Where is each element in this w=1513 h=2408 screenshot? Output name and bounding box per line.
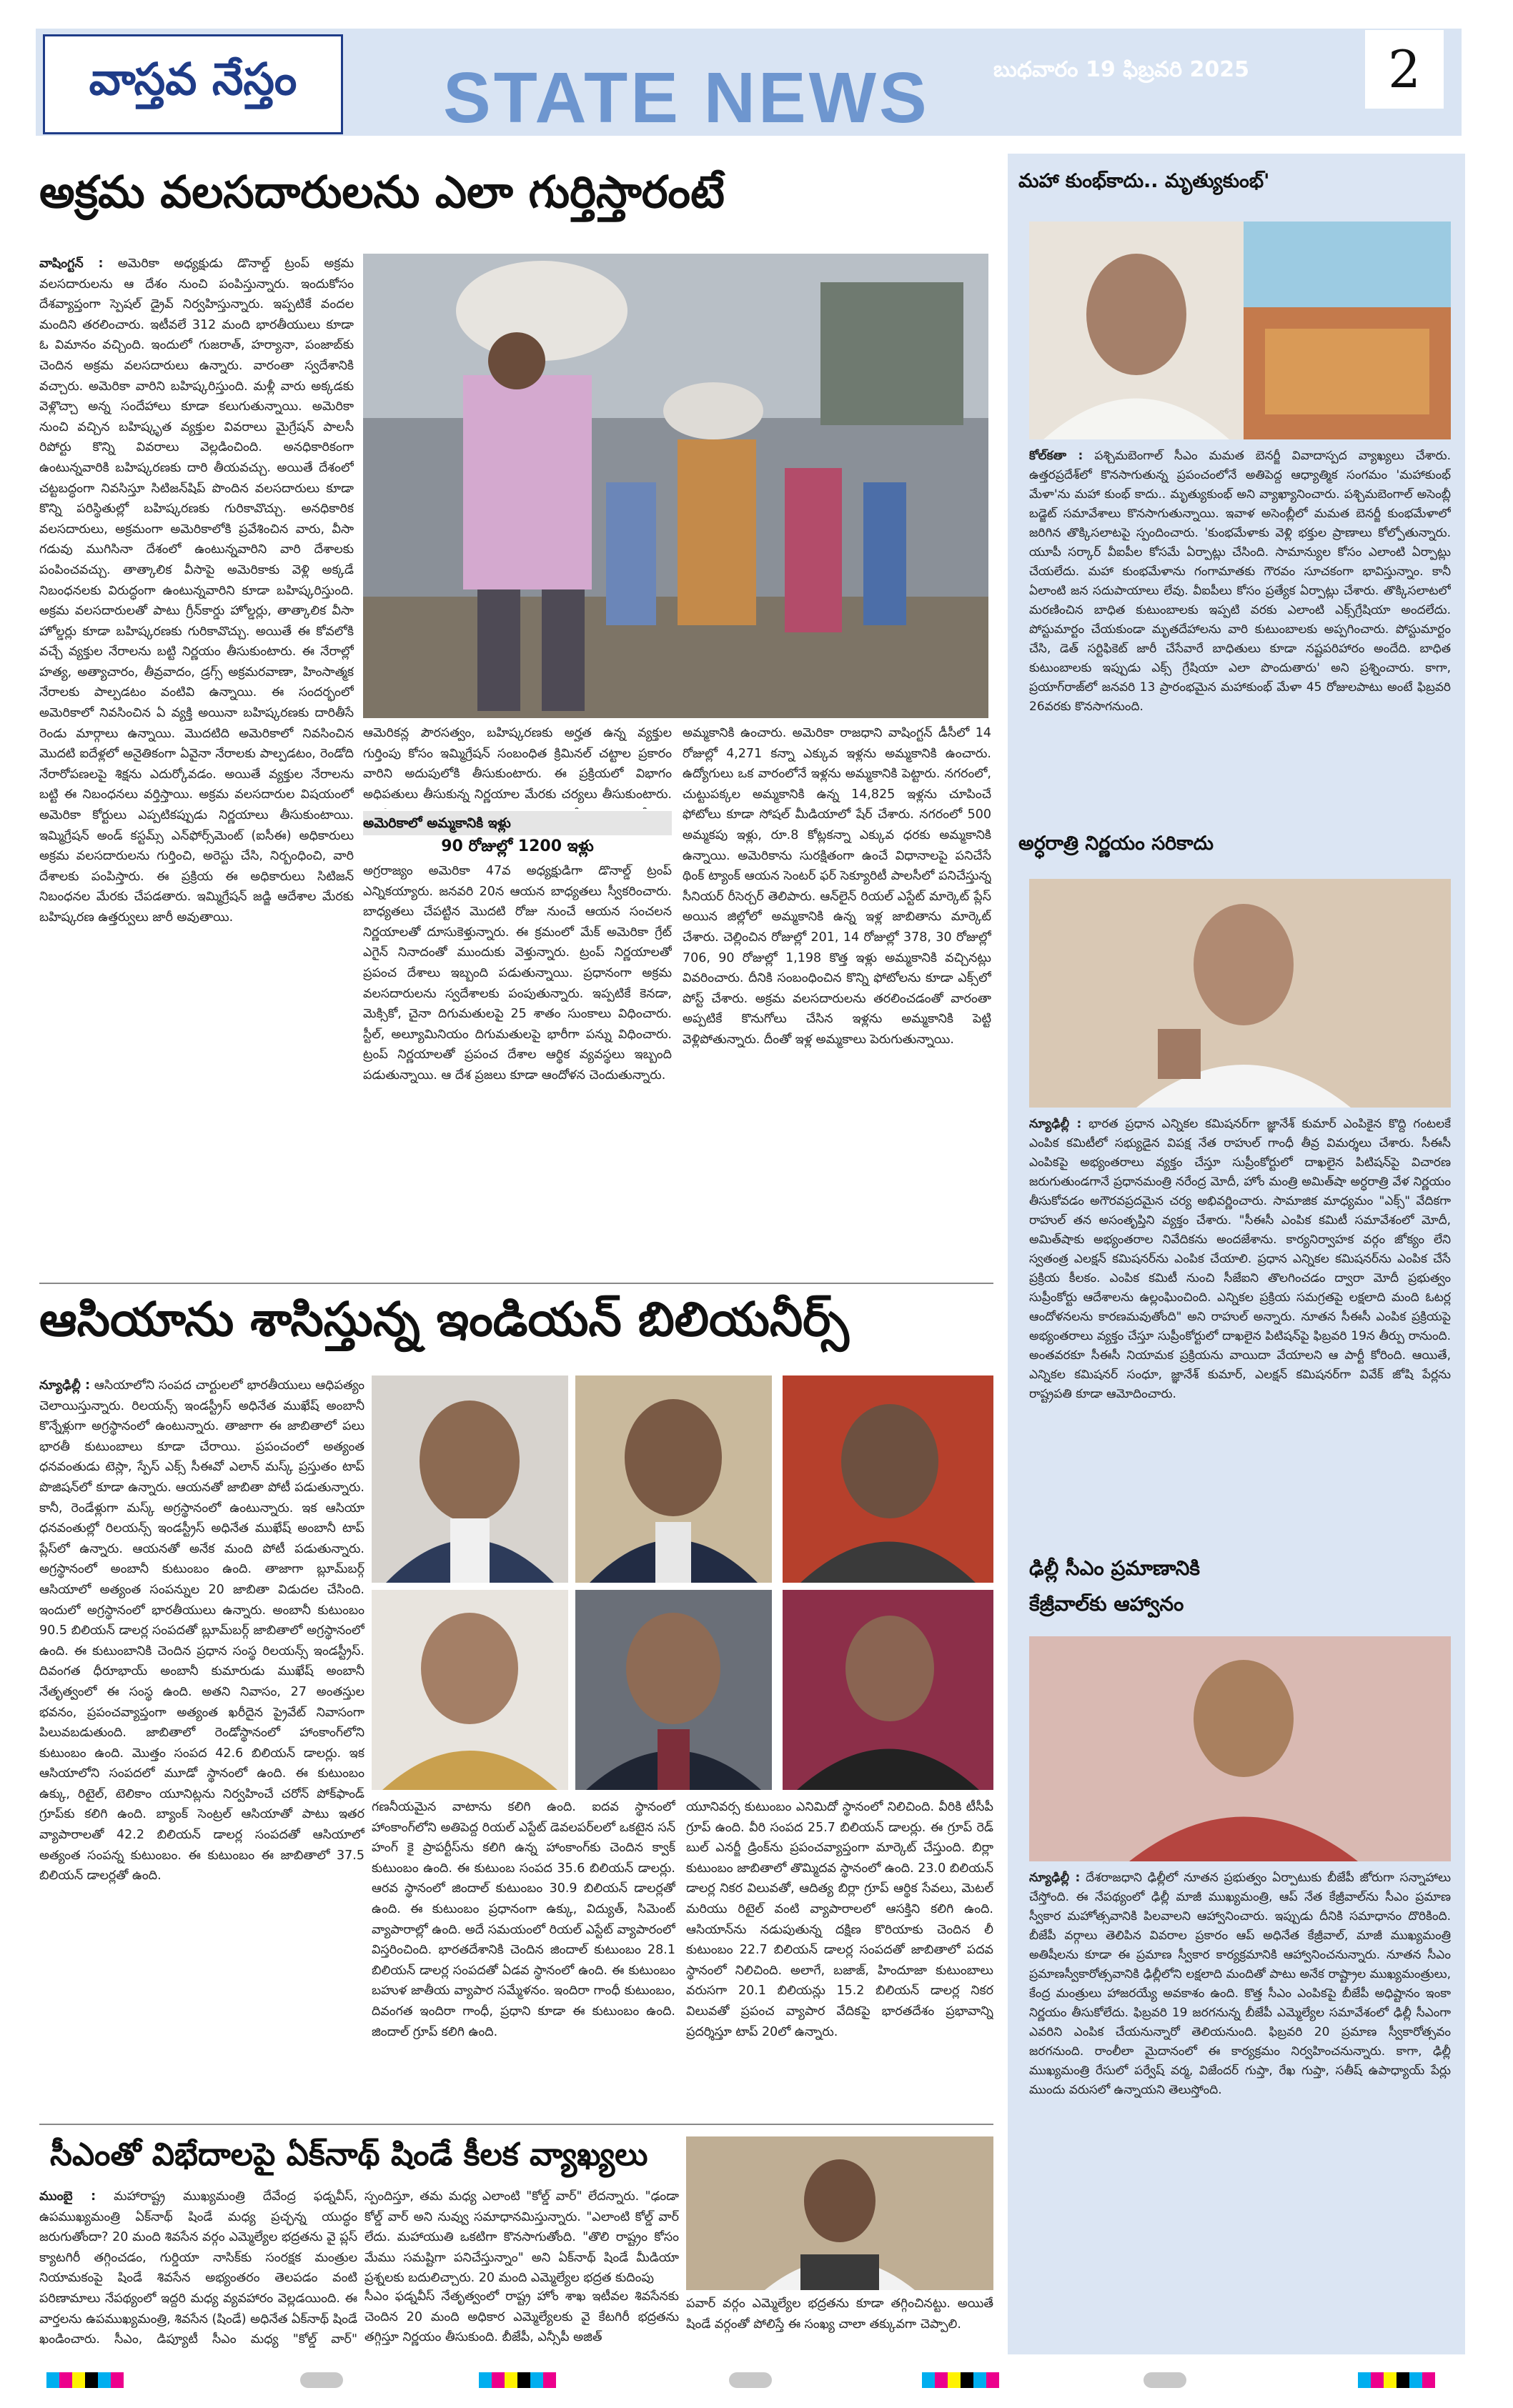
side1-dateline: కోల్‌కతా : xyxy=(1029,449,1083,463)
side3-body xyxy=(1029,1869,1451,2354)
side3-dateline: న్యూఢిల్లీ : xyxy=(1029,1871,1081,1885)
article3-col3: పవార్ వర్గం ఎమ్మెల్యేల భద్రతను కూడా తగ్గించినట్టు. అయితే షిండే వర్గంతో పోలిస్తే ఈ సంఖ్య చాలా తక్కువగా చెప్పాలి. xyxy=(686,2297,993,2332)
color-registration-bar xyxy=(922,2372,999,2388)
article2-col1 xyxy=(39,1375,364,2115)
article1-col2: ఆమెరికన్ల పౌరసత్వం, బహిష్కరణకు అర్హత ఉన్న వ్యక్తుల గుర్తింపు కోసం ఇమ్మిగ్రేషన్ సంబంధిత క్రిమినల్ చట్టాల ప్రకారం వారిని అదుపులోకి తీసుకుంటారు. ఈ ప్రక్రియలో విభాగం అధిపతులు తీసుకున్న నిర్ణయాల మేరకు చర్యలు తీసుకుంటారు. xyxy=(363,726,672,802)
side3-headline-a[interactable]: ఢిల్లీ సీఎం ప్రమాణానికి xyxy=(1029,1556,1201,1580)
article1-col1 xyxy=(39,254,354,1272)
article3-dateline: ముంబై : xyxy=(39,2189,96,2204)
side1-body xyxy=(1029,447,1451,818)
article3-col1-text: మహారాష్ట్ర ముఖ్యమంత్రి దేవేంద్ర ఫడ్నవీస్, ఉపముఖ్యమంత్రి ఏక్‌నాథ్ షిండే మధ్య ప్రచ్ఛన్న యుద్ధం జరుగుతోందా? 20 మంది శివసేన వర్గం ఎమ్మెల్యేల భద్రతను వై ప్లస్ క్యాటగిరీ తగ్గించడం, గుర్డియా నాసిక్‌కు సంరక్షక మంత్రుల నియామకంపై షిండే శివసేన అభ్యంతరం తెలపడం వంటి పరిణామాలు నేపథ్యంలో ఇద్దరి మధ్య వ్యవహారం వెల్లడయింది. ఈ వార్తలను ఉపముఖ్యమంత్రి, శివసేన (షిండే) అధినేత ఏక్‌నాథ్ షిండే ఖండించారు. సీఎం, డిప్యూటీ సీఎం మధ్య "కోల్డ్ వార్" xyxy=(39,2189,357,2347)
gautam-adani-photo[interactable] xyxy=(575,1375,772,1583)
kejriwal-image xyxy=(1029,1636,1451,1861)
article1-subhead-a: అమెరికాలో అమ్మకానికి ఇళ్లు xyxy=(363,811,672,835)
page-number: 2 xyxy=(1365,30,1444,109)
portrait-image xyxy=(783,1590,993,1790)
cyrus-poonawalla-photo[interactable] xyxy=(372,1590,568,1790)
eknath-shinde-photo[interactable] xyxy=(686,2136,993,2290)
rahul-gandhi-photo[interactable] xyxy=(1029,879,1451,1108)
article1-col2b: అగ్రరాజ్యం అమెరికా 47వ అధ్యక్షుడిగా డొనాల్డ్ ట్రంప్ ఎన్నికయ్యారు. జనవరి 20న ఆయన బాధ్యతలు స్వీకరించారు. బాధ్యతలు చేపట్టిన మొదటి రోజు నుంచే ఆయన సంచలన నిర్ణయాలతో దూసుకెళ్తున్నారు. ఈ క్రమంలో మేక్ అమెరికా గ్రేట్ ఎగైన్ నినాదంతో ముందుకు వెళ్తున్నారు. ట్రంప్ నిర్ణయాలతో ప్రపంచ దేశాలు ఇబ్బంది పడుతున్నాయి. ప్రధానంగా అక్రమ వలసదారులను స్వదేశాలకు పంపుతున్నారు. ఇప్పటికే కెనడా, మెక్సికో, చైనా దిగుమతులపై 25 శాతం సుంకాలు విధించారు. స్టీల్, అల్యూమినియం దిగుమతులపై భారీగా పన్ను విధించారు. ట్రంప్ నిర్ణయాలతో ప్రపంచ దేశాల ఆర్థిక వ్యవస్థలు ఇబ్బంది పడుతున్నాయి. ఆ దేశ ప్రజలు కూడా ఆందోళన చెందుతున్నారు. xyxy=(363,864,672,1083)
color-registration-bar xyxy=(46,2372,124,2388)
article1-col3: అమ్మకానికి ఉంచారు. అమెరికా రాజధాని వాషింగ్టన్ డీసీలో 14 రోజుల్లో 4,271 కన్నా ఎక్కువ ఇళ్లను అమ్మకానికి ఉంచారు. ఉద్యోగులు ఒక వారంలోనే ఇళ్లను అమ్మకానికి పెట్టారు. నగరంలో, చుట్టుపక్కల అమ్మకానికి ఉన్న 14,825 ఇళ్లను చూపించే ఫోటోలు కూడా సోషల్ మీడియాలో షేర్ చేశారు. నగరంలో 500 అమ్మకపు ఇళ్లు, రూ.8 కోట్లకన్నా ఎక్కువ ధరకు అమ్మకానికి ఉన్నాయి. అమెరికాను సురక్షితంగా ఉంచే విధానాలపై పనిచేసే థింక్ ట్యాంక్ ఆయన సెంటర్ ఫర్ సెక్యూరిటీ పాలసీలో పనిచేస్తున్న సీనియర్ రీసెర్చర్ తెలిపారు. ఆన్‌లైన్ రియల్ ఎస్టేట్ మార్కెట్ ప్లేస్ అయిన జిల్లోలో అమ్మకానికి ఉన్న ఇళ్ల జాబితాను మార్కెట్ చేశారు. చెల్లించిన రోజుల్లో 201, 14 రోజుల్లో 378, 30 రోజుల్లో 706, 90 రోజుల్లో 1,198 కొత్త ఇళ్లు అమ్మకానికి వచ్చినట్లు వివరించారు. దీనికి సంబంధించిన కొన్ని ఫోటోలను కూడా ఎక్స్‌లో పోస్ట్ చేశారు. అక్రమ వలసదారులను తరలించడంతో వారంతా అప్పటికే కొనుగోలు చేసిన ఇళ్లను అమ్మకానికి పెట్టి వెళ్లిపోతున్నారు. దీంతో ఇళ్ల అమ్మకాలు పెరుగుతున్నాయి. xyxy=(683,726,991,1047)
divider xyxy=(39,2124,993,2125)
registration-pill xyxy=(729,2372,772,2388)
article2-dateline: న్యూఢిల్లీ : xyxy=(39,1378,91,1393)
side2-body xyxy=(1029,1115,1451,1543)
article1-col1-text: అమెరికా అధ్యక్షుడు డొనాల్డ్ ట్రంప్ అక్రమ వలసదారులను ఆ దేశం నుంచి పంపిస్తున్నారు. ఇందుకోసం దేశవ్యాప్తంగా స్పెషల్ డ్రైవ్ నిర్వహిస్తున్నారు. ఇప్పటికే వందల మందిని తరలించారు. ఇటీవలే 312 మంది భారతీయులు కూడా ఓ విమానం వచ్చింది. ఇందులో గుజరాత్, హర్యానా, పంజాబ్‌కు చెందిన అక్రమ వలసదారులు ఉన్నారు. వారంతా స్వదేశానికి వచ్చారు. అమెరికా వారిని బహిష్కరిస్తుంది. మళ్లీ వారు అక్కడకు వెళ్లొచ్చా అన్న సందేహాలు కూడా కలుగుతున్నాయి. అమెరికా నుంచి వచ్చిన బహిష్కృత వ్యక్తుల వివరాలు మైగ్రేషన్ పాలసీ రిపోర్టు కొన్ని వివరాలు వెల్లడించింది. అనధికారికంగా ఉంటున్నవారికి బహిష్కరణకు దారి తీయవచ్చు. అయితే దేశంలో చట్టబద్ధంగా నివసిస్తూ సిటిజన్‌షిప్ పొందిన వలసదారులు కూడా కొన్ని పరిస్థితుల్లో బహిష్కరణకు గురికావొచ్చు. అనధికారిక వలసదారులు, అక్రమంగా అమెరికాలోకి ప్రవేశించిన వారు, వీసా గడువు ముగిసినా దేశంలో ఉంటున్నవారిని వారి దేశాలకు పంపించవచ్చు. తాత్కాలిక వీసాపై అమెరికాకు వెళ్లి అక్కడే నిబంధనలకు విరుద్ధంగా ఉంటున్నవారిని కూడా బహిష్కరిస్తుంది. అక్రమ వలసదారులతో పాటు గ్రీన్‌కార్డు హోల్డర్లు, తాత్కాలిక వీసా హోల్డర్లు కూడా బహిష్కరణకు గురికావొచ్చు. అయితే ఈ కోవలోకి వచ్చే వ్యక్తుల నేరాలను బట్టి నిర్ణయం తీసుకుంటారు. ఈ నేరాల్లో హత్య, అత్యాచారం, తీవ్రవాదం, డ్రగ్స్ అక్రమరవాణా, హింసాత్మక నేరాలకు పాల్పడటం వంటివి ఉన్నాయి. ఈ సందర్భంలో అమెరికాలో నివసించిన ఏ వ్యక్తి అయినా బహిష్కరణకు దారితీసే రెండు మార్గాలు ఉన్నాయి. మొదటిది అమెరికాలో నివసించిన మొదటి ఐదేళ్లలో అనైతికంగా ఏవైనా నేరాలకు పాల్పడటం, రెండోది నేరారోపణలపై శిక్షను ఎదుర్కోవడం. అయితే వ్యక్తుల నేరాలను బట్టి ఈ నిబంధనలు వర్తిస్తాయి. అక్రమ వలసదారుల విషయంలో అమెరికా కోర్టులు ఎప్పటికప్పుడు నిర్ణయాలు తీసుకుంటాయి. ఇమ్మిగ్రేషన్ అండ్ కస్టమ్స్ ఎన్‌ఫోర్స్‌మెంట్ (ఐసీఈ) అధికారులు అక్రమ వలసదారులను గుర్తించి, అరెస్టు చేసి, నిర్బంధించి, వారి దేశాలకు పంపిస్తారు. ఈ ప్రక్రియ ఈ అధికారులు సిటిజన్ నిబంధనల మేరకు చేపడతారు. ఇమ్మిగ్రేషన్ జడ్జి ఆదేశాల మేరకు బహిష్కరణ ఉత్తర్వులు జారీ అవుతాయి. xyxy=(39,257,354,925)
shinde-image xyxy=(686,2136,993,2290)
portrait-image xyxy=(372,1375,568,1583)
side1-body-text: పశ్చిమబెంగాల్ సీఎం మమత బెనర్జీ వివాదాస్పద వ్యాఖ్యలు చేశారు. ఉత్తరప్రదేశ్‌లో కొనసాగుతున్న ప్రపంచంలోనే అతిపెద్ద ఆధ్యాత్మిక సంగమం 'మహాకుంభ్ మేళా'ను మహా కుంభ్ కాదు.. మృత్యుకుంభ్ అని వ్యాఖ్యానించారు. పశ్చిమబెంగాల్ అసెంబ్లీ బడ్జెట్ సమావేశాలు కొనసాగుతున్నాయి. ఇవాళ అసెంబ్లీలో మమత బెనర్జీ కుంభమేళాలో జరిగిన తొక్కిసలాటపై స్పందించారు. 'కుంభమేళాకు వెళ్లి భక్తుల ప్రాణాలు కోల్పోతున్నారు. యూపీ సర్కార్ వీఐపీల కోసమే ఏర్పాట్లు చేసింది. సామాన్యుల కోసం ఎలాంటి ఏర్పాట్లు చేయలేదు. మహా కుంభమేళాను గంగామాతకు గౌరవం సూచకంగా భావిస్తున్నాం. కానీ ఏలాంటి జన సదుపాయాలు లేవు. వీఐపీలు కోసం ప్రత్యేక ఏర్పాట్లు చేశారు. తొక్కిసలాటలో మరణించిన బాధిత కుటుంబాలకు ఇప్పటి వరకు ఎలాంటి ఎక్స్‌గ్రేషియా అందలేదు. పోస్టుమార్టం చేయకుండా మృతదేహాలను వారి కుటుంబాలకు అప్పగించారు. పోస్టుమార్టం చేసి, డెత్ సర్టిఫికెట్ జారీ చేసేవారే బాధితులు కూడా నష్టపరిహారం అందేది. బాధిత కుటుంబాలకు ఇప్పుడు ఎక్స్ గ్రేషియా ఎలా పొందుతారు' అని ప్రశ్నించారు. కాగా, ప్రయాగ్‌రాజ్‌లో జనవరి 13 ప్రారంభమైన మహాకుంభ్ మేళా 45 రోజులపాటు అంటే ఫిబ్రవరి 26వరకు కొనసాగనుంది. xyxy=(1029,449,1451,714)
divider xyxy=(39,1283,993,1284)
side2-body-text: భారత ప్రధాన ఎన్నికల కమిషనర్‌గా జ్ఞానేశ్ కుమార్ ఎంపికైన కొద్ది గంటలకే ఎంపిక కమిటీలో సభ్యుడైన విపక్ష నేత రాహుల్ గాంధీ తీవ్ర విమర్శలు చేశారు. సీఈసీ ఎంపికపై అభ్యంతరాలు వ్యక్తం చేస్తూ సుప్రీంకోర్టులో దాఖలైన పిటిషన్‌పై విచారణ జరుగుతుండగానే ప్రధానమంత్రి నరేంద్ర మోదీ, హోం మంత్రి అమిత్‌షా అర్ధరాత్రి వేళ నిర్ణయం తీసుకోవడం అగౌరవప్రదమైన చర్య అభివర్ణించారు. సామాజిక మాధ్యమం "ఎక్స్" వేదికగా రాహుల్ తన అసంతృప్తిని వ్యక్తం చేశారు. "సీఈసీ ఎంపిక కమిటీ సమావేశంలో మోదీ, అమిత్‌షాకు అభ్యంతరాల నివేదికను అందజేశాను. కార్యనిర్వాహక వర్గం జోక్యం లేని స్వతంత్ర ఎలక్షన్ కమిషనర్‌ను ఎంపిక చేయాలి. ప్రధాన ఎన్నికల కమిషనర్‌ను ఎంపిక చేసే ప్రక్రియ కీలకం. ఎంపిక కమిటీ నుంచి సీజేఐని తొలగించడం ద్వారా మోదీ ప్రభుత్వం సుప్రీంకోర్టు ఆదేశాలను ఉల్లంఘించింది. ఎన్నికల ప్రక్రియ సమగ్రతపై లక్షలాది మంది ఓటర్ల ఆందోళనలను కారణమవుతోంది" అని రాహుల్ అన్నారు. నూతన సీఈసీ ఎంపిక ప్రక్రియపై అభ్యంతరాలు వ్యక్తం చేస్తూ సుప్రీంకోర్టులో దాఖలైన పిటిషన్‌పై ఫిబ్రవరి 19న తీర్పు రానుంది. అంతవరకూ సీఈసీ నియామక ప్రక్రియను వాయిదా వేయాలని ఆ పార్టీ కోరింది. ఆయితే, ఎన్నికల కమిషనర్ సంధూ, జ్ఞానేశ్ కుమార్, ఎలక్షన్ కమిషనర్‌గా వివేక్ జోషి పేర్లను రాష్ట్రపతి కూడా ఆమోదించారు. xyxy=(1029,1117,1451,1401)
side2-headline[interactable]: అర్ధరాత్రి నిర్ణయం సరికాదు xyxy=(1018,832,1214,855)
article2-headline[interactable]: ఆసియాను శాసిస్తున్న ఇండియన్ బిలియనీర్స్ xyxy=(39,1292,849,1347)
registration-pill xyxy=(1144,2372,1186,2388)
article2-col3: యూనివర్స కుటుంబం ఎనిమిదో స్థానంలో నిలిచింది. వీరికి టీసీపీ గ్రూప్ ఉంది. వీరి సంపద 25.7 బిలియన్ డాలర్లు. ఈ గ్రూప్ రెడ్ బుల్ ఎనర్జీ డ్రింక్‌ను ప్రపంచవ్యాప్తంగా మార్కెట్ చేస్తుంది. బిర్లా కుటుంబం జాబితాలో తొమ్మిదవ స్థానంలో ఉంది. 23.0 బిలియన్ డాలర్ల నికర విలువతో, ఆదిత్య బిర్లా గ్రూప్ ఆర్థిక సేవలు, మెటల్ మరియు రిటైల్ వంటి వ్యాపారాలలో ఆసక్తిని కలిగి ఉంది. ఆసియాన్‌ను నడుపుతున్న దక్షిణ కొరియాకు చెందిన లీ కుటుంబం 22.7 బిలియన్ డాలర్ల సంపదతో జాబితాలో పదవ స్థానంలో నిలిచింది. అలాగే, బజాజ్, హిందూజా కుటుంబాలు వరుసగా 20.1 బిలియన్లు 15.2 బిలియన్ డాలర్ల నికర విలువతో ప్రపంచ వ్యాపార వేదికపై భారతదేశం ప్రభావాన్ని ప్రదర్శిస్తూ టాప్ 20లో ఉన్నారు. xyxy=(686,1800,993,2039)
portrait-image xyxy=(575,1590,772,1790)
portrait-image xyxy=(575,1375,772,1583)
side3-body-text: దేశరాజధాని ఢిల్లీలో నూతన ప్రభుత్వం ఏర్పాటుకు బీజేపీ జోరుగా సన్నాహాలు చేస్తోంది. ఈ నేపథ్యంలో ఢిల్లీ మాజీ ముఖ్యమంత్రి, ఆప్ నేత కేజ్రీవాల్‌ను సీఎం ప్రమాణ స్వీకార మహోత్సవానికి పిలవాలని ఆహ్వానించారు. ఇప్పుడు దీనికి సమాధానం దొరికింది. బీజేపీ వర్గాలు తెలిపిన వివరాల ప్రకారం ఆప్ అధినేత కేజ్రీవాల్, మాజీ ముఖ్యమంత్రి అతిషీలను కూడా ఈ ప్రమాణ స్వీకార కార్యక్రమానికి ఆహ్వానించనున్నారు. నూతన సీఎం ప్రమాణస్వీకారోత్సవానికి ఢిల్లీలోని లక్షలాది మందితో పాటు అనేక రాష్ట్రాల ముఖ్యమంత్రులు, కేంద్ర మంత్రులు హాజరయ్యే అవకాశం ఉంది. కొత్త సీఎం ఎంపికపై బీజేపీ అధిష్టానం ఇంకా నిర్ణయం తీసుకోలేదు. ఫిబ్రవరి 19 జరగనున్న బీజేపీ ఎమ్మెల్యేల సమావేశంలో ఢిల్లీ సీఎంగా ఎవరిని ఎంపిక చేయనున్నారో తెలియనుంది. ఫిబ్రవరి 20 ప్రమాణ స్వీకారోత్సవం జరగనుంది. రాంలీలా మైదానంలో ఈ కార్యక్రమం నిర్వహించనున్నారు. కాగా, ఢిల్లీ ముఖ్యమంత్రి రేసులో పర్వేష్ వర్మ, విజేందర్ గుప్తా, రేఖ గుప్తా, సతీష్ ఉపాధ్యాయ్ పేర్లు ముందు వరుసలో ఉన్నాయని తెలుస్తోంది. xyxy=(1029,1871,1451,2097)
article3-col1 xyxy=(39,2186,357,2351)
mamata-kumbh-image xyxy=(1029,222,1451,439)
migrants-walking-image xyxy=(363,254,988,718)
side2-dateline: న్యూఢిల్లీ : xyxy=(1029,1117,1082,1131)
article2-col2: గణనీయమైన వాటాను కలిగి ఉంది. ఐదవ స్థానంలో హాంకాంగ్‌లోని అతిపెద్ద రియల్ ఎస్టేట్ డెవలపర్‌లలో ఒకటైన సన్ హంగ్ కై ప్రాపర్టీస్‌ను కలిగి ఉన్న హాంకాంగ్‌కు చెందిన క్వాక్ కుటుంబం ఉంది. ఈ కుటుంబ సంపద 35.6 బిలియన్ డాలర్లు. ఆరవ స్థానంలో జిందాల్ కుటుంబం 30.9 బిలియన్ డాలర్లతో ఉంది. ఈ కుటుంబం ప్రధానంగా ఉక్కు, విద్యుత్, సిమెంట్ వ్యాపారాల్లో ఉంది. అదే సమయంలో రియల్ ఎస్టేట్ వ్యాపారంలో విస్తరించింది. భారతదేశానికి చెందిన జిందాల్ కుటుంబం 28.1 బిలియన్ డాలర్ల సంపదతో ఏడవ స్థానంలో ఉంది. ఈ కుటుంబం బహుళ జాతీయ వ్యాపార సమ్మేళనం. ఇందిరా గాంధీ కుటుంబం, దివంగత ఇందిరా గాంధీ, ప్రధాని కూడా ఈ కుటుంబం ఉంది. జిందాల్ గ్రూప్ కలిగి ఉంది. xyxy=(372,1800,675,2039)
article3-headline[interactable]: సీఎంతో విభేదాలపై ఏక్‌నాథ్ షిండే కీలక వ్యాఖ్యలు xyxy=(50,2136,648,2173)
color-registration-bar xyxy=(479,2372,556,2388)
registration-pill xyxy=(300,2372,343,2388)
article3-col2: స్పందిస్తూ, తమ మధ్య ఎలాంటి "కోల్డ్ వార్" లేదన్నారు. "ఢండా కోల్డ్ వార్ అని నువ్వు సమాధానమిస్తున్నారు. "ఎలాంటి కోల్డ్ వార్ లేదు. మహాయుతి ఒకటిగా కొనసాగుతోంది. "తొలి రాష్ట్రం కోసం మేము సమష్టిగా పనిచేస్తున్నాం" అని ఏక్‌నాథ్ షిండే మీడియా ప్రశ్నలకు బదులిచ్చారు. 20 మంది ఎమ్మెల్యేల భద్రత కుదింపు xyxy=(364,2189,679,2286)
portrait-image xyxy=(783,1375,993,1583)
side3-headline-b[interactable]: కేజ్రీవాల్‌కు ఆహ్వానం xyxy=(1029,1592,1184,1616)
lakshmi-mittal-photo[interactable] xyxy=(575,1590,772,1790)
savitri-jindal-photo[interactable] xyxy=(783,1590,993,1790)
article2-col1-text: ఆసియాలోని సంపద చార్టులలో భారతీయులు ఆధిపత్యం చెలాయిస్తున్నారు. రిలయన్స్ ఇండస్ట్రీస్ అధినేత ముఖేష్ అంబానీ కొన్నేళ్లుగా అగ్రస్థానంలో ఉంటున్నారు. తాజాగా ఈ జాబితాలో పలు భారతీ కుటుంబాలు కూడా చేరాయి. ప్రపంచంలో అత్యంత ధనవంతుడు టెస్లా, స్పేస్ ఎక్స్ సీఈవో ఎలాన్ మస్క్ ప్రస్తుతం టాప్ పొజిషన్‌లో కూడా ఉన్నారు. ఆయనతో జాబితా పోటీ పడుతున్నారు. కానీ, రెండేళ్లుగా మస్క్ అగ్రస్థానంలో ఉంటున్నారు. ఇక ఆసియా ధనవంతుల్లో రిలయన్స్ ఇండస్ట్రీస్ అధినేత ముఖేష్ అంబానీ టాప్ ప్లేస్‌లో ఉన్నారు. ఆయనతో అనేక మంది పోటీ పడుతున్నారు. అగ్రస్థానంలో అంబానీ కుటుంబం ఉంది. తాజాగా బ్లూమ్‌బర్గ్ ఆసియాలో అత్యంత సంపన్నుల 20 జాబితా విడుదల చేసింది. ఇందులో అగ్రస్థానంలో భారతీయులు ఉన్నారు. అంబానీ కుటుంబం 90.5 బిలియన్ డాలర్ల సంపదతో బ్లూమ్‌బర్గ్ జాబితాలో అగ్రస్థానంలో ఉంది. ఈ కుటుంబానికి చెందిన ప్రధాన సంస్థ రిలయన్స్ ఇండస్ట్రీస్. దివంగత ధీరూభాయ్ అంబానీ కుమారుడు ముఖేష్ అంబానీ నేతృత్వంలో ఈ సంస్థ ఉంది. అతని నివాసం, 27 అంతస్తుల భవనం, ప్రపంచవ్యాప్తంగా అత్యంత ఖరీదైన ప్రైవేట్ నివాసంగా పిలువబడుతుంది. జాబితాలో రెండోస్థానంలో హాంకాంగ్‌లోని కుటుంబం ఉంది. మొత్తం సంపద 42.6 బిలియన్ డాలర్లు. ఇక ఆసియాలోని సంపదలో మూడో స్థానంలో ఉంది. ఈ కుటుంబం ఉక్కు, రిటైల్, టెలికాం యూనిట్లను నిర్వహించే చరోన్ పోక్‌ఫాండ్ గ్రూప్‌కు కలిగి ఉంది. బ్యాంక్ సెంట్రల్ ఆసియాతో పాటు ఇతర వ్యాపారాలతో 42.2 బిలియన్ డాలర్ల సంపదతో ఆసియాలో అత్యంత సంపన్న కుటుంబం. ఈ కుటుంబం ఈ జాబితాలో 37.5 బిలియన్ డాలర్లతో ఉంది. xyxy=(39,1378,364,1884)
arvind-kejriwal-photo[interactable] xyxy=(1029,1636,1451,1861)
mamata-banerjee-kumbh-photo[interactable] xyxy=(1029,222,1451,439)
rahul-image xyxy=(1029,879,1451,1108)
article1-subhead-b: 90 రోజుల్లో 1200 ఇళ్లు xyxy=(441,837,594,855)
mukesh-ambani-photo[interactable] xyxy=(372,1375,568,1583)
article1-dateline: వాషింగ్టన్ : xyxy=(39,257,104,271)
newspaper-logo[interactable] xyxy=(43,34,343,134)
side1-headline[interactable]: మహా కుంభ్‌కాదు.. మృత్యుకుంభ్' xyxy=(1018,170,1270,192)
color-registration-bar xyxy=(1358,2372,1435,2388)
article3-col2b: సీఎం ఫడ్నవీస్ నేతృత్వంలో రాష్ట్ర హోం శాఖ ఇటీవల శివసేనకు చెందిన 20 మంది అధికార ఎమ్మెల్యేలకు వై కేటగిరీ భద్రతను తగ్గిస్తూ నిర్ణయం తీసుకుంది. బీజేపీ, ఎన్సీపీ అజిత్ xyxy=(364,2289,679,2345)
logo-text: వాస్తవ నేస్తం xyxy=(89,53,297,105)
issue-date: బుధవారం 19 ఫిబ్రవరి 2025 xyxy=(993,57,1250,82)
shiv-nadar-photo[interactable] xyxy=(783,1375,993,1583)
portrait-image xyxy=(372,1590,568,1790)
migrants-walking-photo[interactable] xyxy=(363,254,988,718)
section-title: STATE NEWS xyxy=(443,58,930,138)
article1-headline[interactable]: అక్రమ వలసదారులను ఎలా గుర్తిస్తారంటే xyxy=(39,166,725,218)
